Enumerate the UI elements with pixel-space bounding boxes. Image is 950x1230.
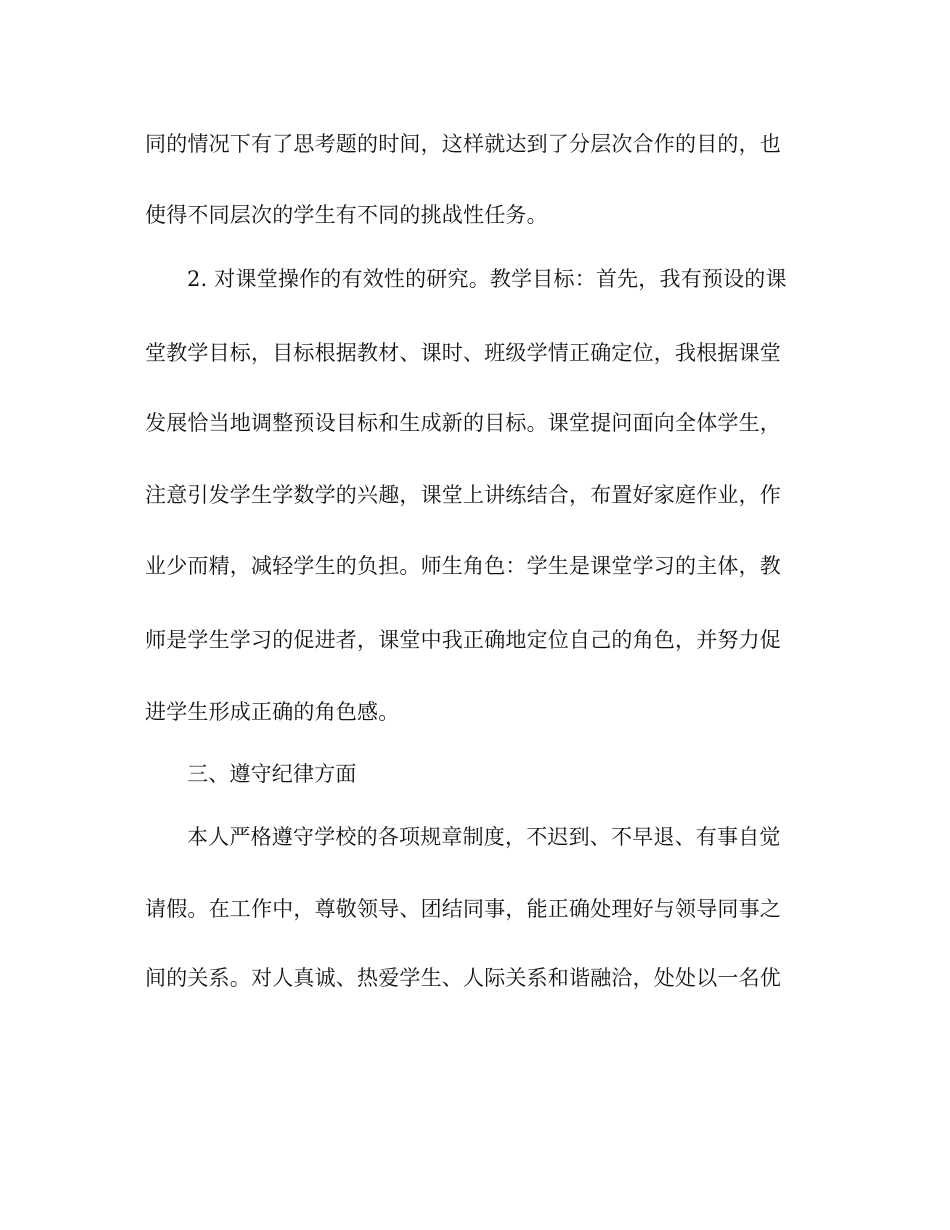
paragraph-line-3: 2. 对课堂操作的有效性的研究。教学目标：首先，我有预设的课 bbox=[187, 267, 787, 291]
paragraph-line-1: 同的情况下有了思考题的时间，这样就达到了分层次合作的目的，也 bbox=[145, 132, 781, 156]
paragraph-line-10: 本人严格遵守学校的各项规章制度，不迟到、不早退、有事自觉 bbox=[187, 825, 781, 849]
paragraph-line-7: 业少而精，减轻学生的负担。师生角色：学生是课堂学习的主体，教 bbox=[145, 554, 781, 578]
paragraph-line-11: 请假。在工作中，尊敬领导、团结同事，能正确处理好与领导同事之 bbox=[145, 897, 781, 921]
paragraph-line-6: 注意引发学生学数学的兴趣，课堂上讲练结合，布置好家庭作业，作 bbox=[145, 483, 781, 507]
paragraph-line-2: 使得不同层次的学生有不同的挑战性任务。 bbox=[145, 203, 548, 227]
paragraph-line-5: 发展恰当地调整预设目标和生成新的目标。课堂提问面向全体学生， bbox=[145, 411, 781, 435]
paragraph-line-4: 堂教学目标，目标根据教材、课时、班级学情正确定位，我根据课堂 bbox=[145, 341, 781, 365]
section-heading: 三、遵守纪律方面 bbox=[187, 762, 357, 786]
paragraph-line-8: 师是学生学习的促进者，课堂中我正确地定位自己的角色，并努力促 bbox=[145, 628, 781, 652]
paragraph-line-12: 间的关系。对人真诚、热爱学生、人际关系和谐融洽，处处以一名优 bbox=[145, 966, 781, 990]
paragraph-line-9: 进学生形成正确的角色感。 bbox=[145, 700, 400, 724]
